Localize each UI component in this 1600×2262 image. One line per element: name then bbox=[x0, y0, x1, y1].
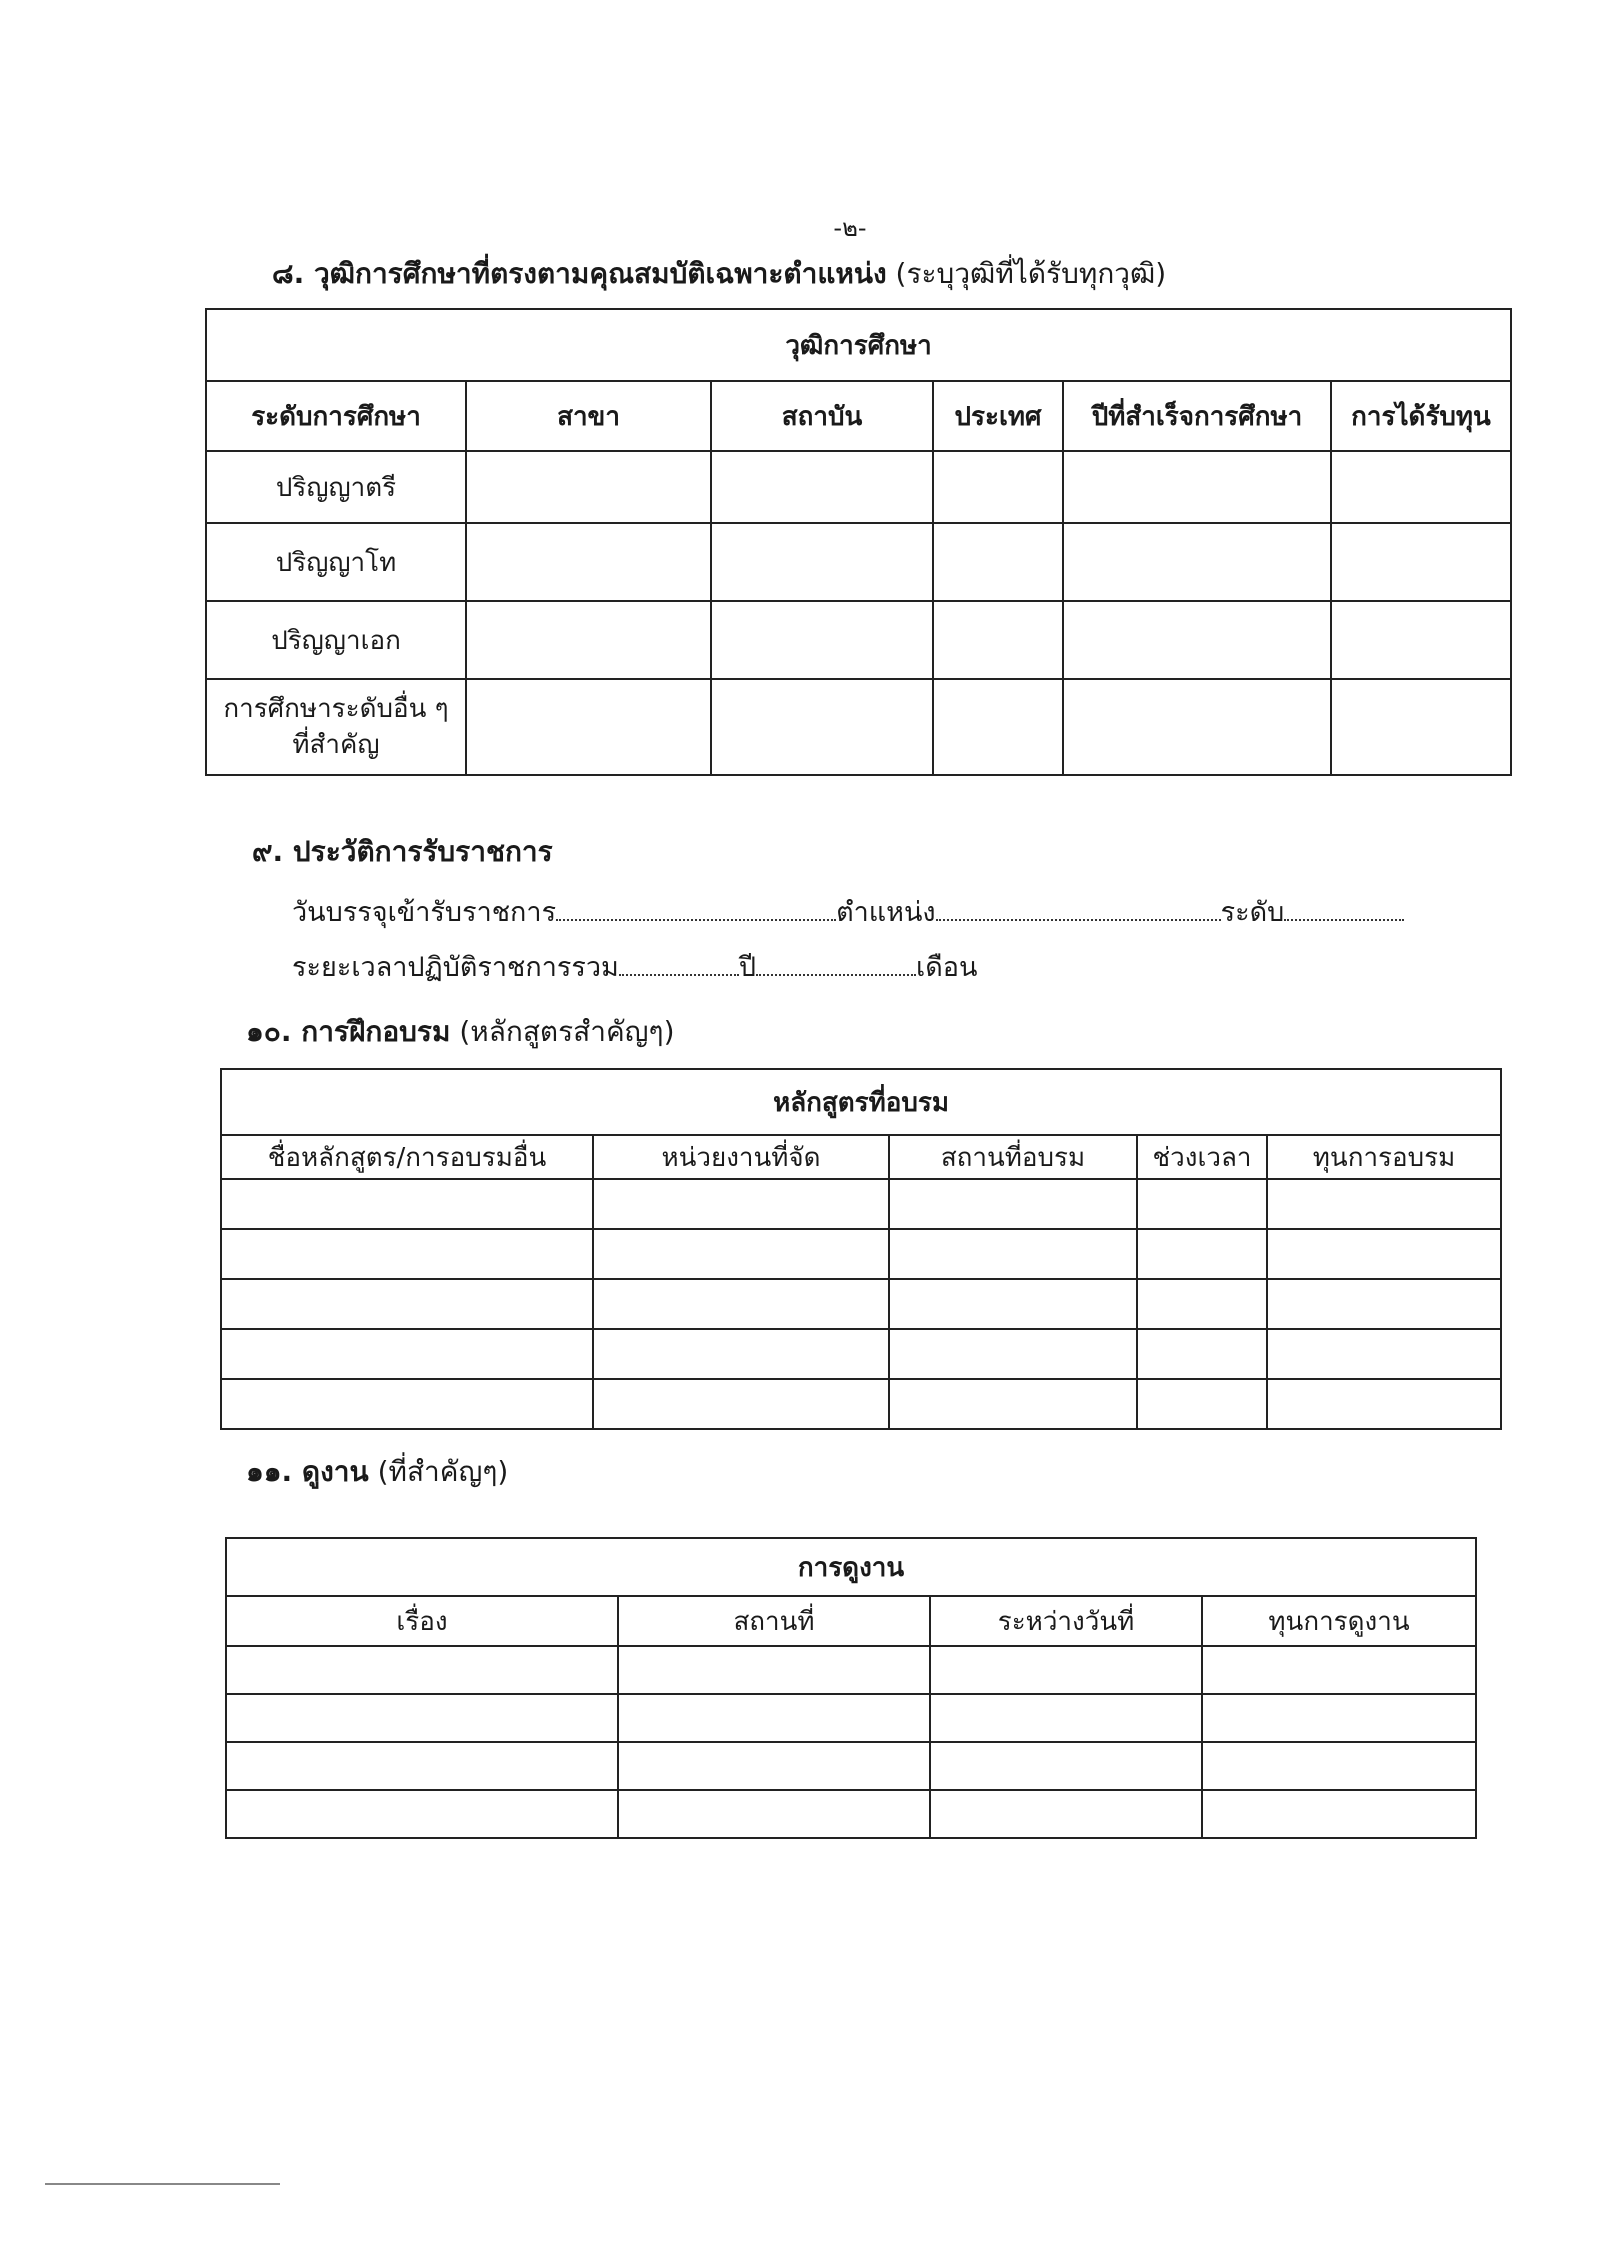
table-cell[interactable] bbox=[1063, 523, 1331, 601]
service-years-field[interactable] bbox=[619, 952, 739, 976]
table-cell[interactable] bbox=[221, 1329, 593, 1379]
table-cell[interactable] bbox=[466, 523, 711, 601]
table-row bbox=[206, 601, 1511, 679]
training-col-period: ช่วงเวลา bbox=[1137, 1135, 1267, 1179]
education-col-scholarship: การได้รับทุน bbox=[1331, 381, 1511, 451]
training-table bbox=[220, 1068, 1502, 1430]
table-cell[interactable] bbox=[226, 1742, 618, 1790]
education-col-major: สาขา bbox=[466, 381, 711, 451]
table-cell[interactable] bbox=[221, 1279, 593, 1329]
table-cell[interactable] bbox=[930, 1742, 1202, 1790]
table-cell[interactable] bbox=[1267, 1229, 1501, 1279]
table-cell[interactable] bbox=[933, 679, 1063, 775]
table-cell[interactable] bbox=[593, 1379, 889, 1429]
table-cell[interactable] bbox=[1063, 679, 1331, 775]
table-cell[interactable] bbox=[1267, 1279, 1501, 1329]
training-group-header: หลักสูตรที่อบรม bbox=[221, 1069, 1501, 1135]
table-row bbox=[221, 1279, 1501, 1329]
table-cell[interactable] bbox=[1137, 1179, 1267, 1229]
table-cell[interactable] bbox=[1063, 601, 1331, 679]
study-visit-col-place: สถานที่ bbox=[618, 1596, 930, 1646]
table-cell[interactable] bbox=[930, 1790, 1202, 1838]
table-cell[interactable] bbox=[1202, 1646, 1476, 1694]
education-col-level: ระดับการศึกษา bbox=[206, 381, 466, 451]
table-cell[interactable] bbox=[1137, 1329, 1267, 1379]
month-label: เดือน bbox=[915, 952, 978, 983]
education-table bbox=[205, 308, 1512, 776]
table-cell[interactable] bbox=[593, 1179, 889, 1229]
table-cell[interactable] bbox=[889, 1179, 1137, 1229]
table-cell[interactable] bbox=[1063, 451, 1331, 523]
table-cell[interactable] bbox=[1267, 1179, 1501, 1229]
section8-title: ๘. วุฒิการศึกษาที่ตรงตามคุณสมบัติเฉพาะตำแหน่ง bbox=[272, 257, 887, 290]
education-row-label-other-line1: การศึกษาระดับอื่น ๆ bbox=[223, 694, 449, 724]
table-cell[interactable] bbox=[466, 679, 711, 775]
level-field[interactable] bbox=[1284, 897, 1404, 921]
table-cell[interactable] bbox=[226, 1694, 618, 1742]
table-row bbox=[206, 679, 1511, 775]
section11-title: ๑๑. ดูงาน bbox=[246, 1455, 369, 1488]
position-field[interactable] bbox=[936, 897, 1221, 921]
table-cell[interactable] bbox=[1137, 1229, 1267, 1279]
table-cell[interactable] bbox=[889, 1379, 1137, 1429]
training-col-venue: สถานที่อบรม bbox=[889, 1135, 1137, 1179]
table-cell[interactable] bbox=[593, 1279, 889, 1329]
table-cell[interactable] bbox=[1331, 451, 1511, 523]
table-cell[interactable] bbox=[221, 1379, 593, 1429]
table-cell[interactable] bbox=[1202, 1790, 1476, 1838]
training-col-organizer: หน่วยงานที่จัด bbox=[593, 1135, 889, 1179]
study-visit-group-header: การดูงาน bbox=[226, 1538, 1476, 1596]
section8-heading bbox=[272, 252, 1166, 296]
table-row bbox=[221, 1179, 1501, 1229]
year-label: ปี bbox=[738, 952, 756, 983]
section9-title: ๙. ประวัติการรับราชการ bbox=[252, 835, 553, 868]
table-row bbox=[206, 451, 1511, 523]
table-cell[interactable] bbox=[1267, 1329, 1501, 1379]
education-row-label-other-line2: ที่สำคัญ bbox=[292, 730, 380, 760]
table-row bbox=[221, 1379, 1501, 1429]
table-cell[interactable] bbox=[933, 451, 1063, 523]
table-cell[interactable] bbox=[593, 1329, 889, 1379]
table-row bbox=[221, 1329, 1501, 1379]
footer-divider bbox=[45, 2183, 280, 2185]
table-cell[interactable] bbox=[1331, 601, 1511, 679]
table-cell[interactable] bbox=[618, 1790, 930, 1838]
table-cell[interactable] bbox=[933, 523, 1063, 601]
table-cell[interactable] bbox=[618, 1646, 930, 1694]
section9-heading bbox=[252, 830, 553, 874]
table-row bbox=[206, 523, 1511, 601]
table-cell[interactable] bbox=[618, 1694, 930, 1742]
table-cell[interactable] bbox=[1137, 1279, 1267, 1329]
table-row bbox=[226, 1646, 1476, 1694]
section10-heading bbox=[246, 1010, 675, 1054]
position-label: ตำแหน่ง bbox=[836, 897, 936, 928]
section11-title-note: (ที่สำคัญๆ) bbox=[377, 1455, 509, 1488]
table-cell[interactable] bbox=[466, 601, 711, 679]
study-visit-col-subject: เรื่อง bbox=[226, 1596, 618, 1646]
table-cell[interactable] bbox=[711, 523, 933, 601]
table-cell[interactable] bbox=[889, 1229, 1137, 1279]
table-row bbox=[226, 1742, 1476, 1790]
education-row-label-bachelor: ปริญญาตรี bbox=[206, 451, 466, 523]
table-row bbox=[226, 1790, 1476, 1838]
training-col-course-name: ชื่อหลักสูตร/การอบรมอื่น bbox=[221, 1135, 593, 1179]
table-cell[interactable] bbox=[711, 451, 933, 523]
table-cell[interactable] bbox=[226, 1790, 618, 1838]
table-row bbox=[226, 1694, 1476, 1742]
table-cell[interactable] bbox=[933, 601, 1063, 679]
education-col-graduation-year: ปีที่สำเร็จการศึกษา bbox=[1063, 381, 1331, 451]
table-cell[interactable] bbox=[1331, 679, 1511, 775]
study-visit-col-funding: ทุนการดูงาน bbox=[1202, 1596, 1476, 1646]
level-label: ระดับ bbox=[1220, 897, 1285, 928]
section8-title-note: (ระบุวุฒิที่ได้รับทุกวุฒิ) bbox=[895, 257, 1167, 290]
training-col-funding: ทุนการอบรม bbox=[1267, 1135, 1501, 1179]
service-period-line bbox=[292, 945, 977, 988]
service-months-field[interactable] bbox=[756, 952, 916, 976]
service-period-label: ระยะเวลาปฏิบัติราชการรวม bbox=[292, 952, 619, 983]
education-row-label-master: ปริญญาโท bbox=[206, 523, 466, 601]
page-number: -๒- bbox=[833, 214, 867, 242]
table-cell[interactable] bbox=[226, 1646, 618, 1694]
education-row-label-doctorate: ปริญญาเอก bbox=[206, 601, 466, 679]
table-cell[interactable] bbox=[1331, 523, 1511, 601]
education-group-header: วุฒิการศึกษา bbox=[206, 309, 1511, 381]
education-row-label-other bbox=[206, 679, 466, 775]
table-cell[interactable] bbox=[889, 1329, 1137, 1379]
table-cell[interactable] bbox=[221, 1229, 593, 1279]
table-cell[interactable] bbox=[593, 1229, 889, 1279]
table-cell[interactable] bbox=[930, 1646, 1202, 1694]
study-visit-col-dates: ระหว่างวันที่ bbox=[930, 1596, 1202, 1646]
education-col-institution: สถาบัน bbox=[711, 381, 933, 451]
table-row bbox=[221, 1229, 1501, 1279]
appointment-date-field[interactable] bbox=[556, 897, 836, 921]
appointment-date-label: วันบรรจุเข้ารับราชการ bbox=[292, 897, 557, 928]
table-cell[interactable] bbox=[1202, 1694, 1476, 1742]
table-cell[interactable] bbox=[889, 1279, 1137, 1329]
table-cell[interactable] bbox=[466, 451, 711, 523]
study-visit-table bbox=[225, 1537, 1477, 1839]
table-cell[interactable] bbox=[711, 601, 933, 679]
section11-heading bbox=[246, 1450, 508, 1494]
table-cell[interactable] bbox=[711, 679, 933, 775]
table-cell[interactable] bbox=[221, 1179, 593, 1229]
table-cell[interactable] bbox=[1267, 1379, 1501, 1429]
table-cell[interactable] bbox=[1202, 1742, 1476, 1790]
appointment-line bbox=[292, 890, 1404, 933]
table-cell[interactable] bbox=[930, 1694, 1202, 1742]
table-cell[interactable] bbox=[1137, 1379, 1267, 1429]
table-cell[interactable] bbox=[618, 1742, 930, 1790]
section10-title: ๑๐. การฝึกอบรม bbox=[246, 1015, 451, 1048]
education-col-country: ประเทศ bbox=[933, 381, 1063, 451]
section10-title-note: (หลักสูตรสำคัญๆ) bbox=[459, 1015, 675, 1048]
